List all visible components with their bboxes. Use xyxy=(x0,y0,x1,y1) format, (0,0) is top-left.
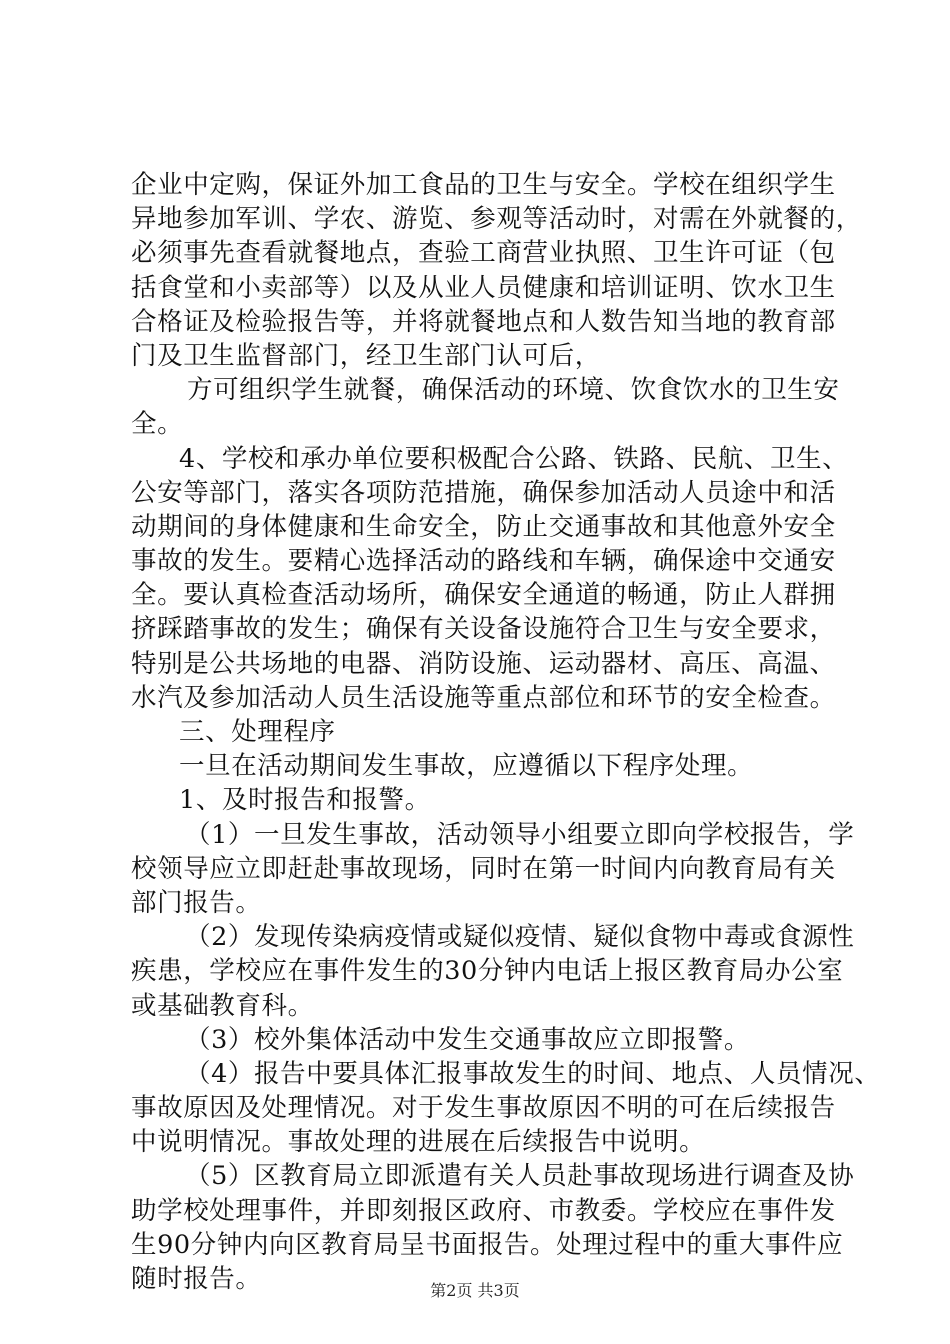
text-line: 全。要认真检查活动场所，确保安全通道的畅通，防止人群拥 xyxy=(131,580,836,611)
text-line: 括食堂和小卖部等）以及从业人员健康和培训证明、饮水卫生 xyxy=(131,272,836,303)
page-number-footer: 第2页 共3页 xyxy=(430,1281,520,1300)
text-line: 动期间的身体健康和生命安全，防止交通事故和其他意外安全 xyxy=(131,511,836,542)
text-line: 挤踩踏事故的发生；确保有关设备设施符合卫生与安全要求， xyxy=(131,614,836,645)
text-line: （2）发现传染病疫情或疑似疫情、疑似食物中毒或食源性 xyxy=(185,922,855,953)
text-line: 助学校处理事件，并即刻报区政府、市教委。学校应在事件发 xyxy=(131,1195,836,1226)
text-line: 疾患，学校应在事件发生的30分钟内电话上报区教育局办公室 xyxy=(131,956,844,987)
text-line: （5）区教育局立即派遣有关人员赴事故现场进行调查及协 xyxy=(185,1161,855,1192)
text-line: 4、学校和承办单位要积极配合公路、铁路、民航、卫生、 xyxy=(179,443,849,474)
text-line: 全。 xyxy=(131,409,184,440)
text-line: 中说明情况。事故处理的进展在后续报告中说明。 xyxy=(131,1127,706,1158)
text-line: 水汽及参加活动人员生活设施等重点部位和环节的安全检查。 xyxy=(131,682,836,713)
text-line: 异地参加军训、学农、游览、参观等活动时，对需在外就餐的， xyxy=(131,204,862,235)
subsection-heading: 1、及时报告和报警。 xyxy=(179,785,431,816)
text-line: （1）一旦发生事故，活动领导小组要立即向学校报告，学 xyxy=(185,819,855,850)
text-line: 事故原因及处理情况。对于发生事故原因不明的可在后续报告 xyxy=(131,1093,836,1124)
text-line: 必须事先查看就餐地点，查验工商营业执照、卫生许可证（包 xyxy=(131,238,836,269)
text-line: 一旦在活动期间发生事故，应遵循以下程序处理。 xyxy=(179,751,754,782)
text-line: 特别是公共场地的电器、消防设施、运动器材、高压、高温、 xyxy=(131,648,836,679)
document-body xyxy=(131,168,881,1296)
text-line: 合格证及检验报告等，并将就餐地点和人数告知当地的教育部 xyxy=(131,306,836,337)
text-line: 随时报告。 xyxy=(131,1264,262,1294)
text-line: 方可组织学生就餐，确保活动的环境、饮食饮水的卫生安 xyxy=(187,375,840,406)
text-line: （3）校外集体活动中发生交通事故应立即报警。 xyxy=(185,1024,750,1055)
text-line: 公安等部门，落实各项防范措施，确保参加活动人员途中和活 xyxy=(131,477,836,508)
text-line: 生90分钟内向区教育局呈书面报告。处理过程中的重大事件应 xyxy=(131,1229,844,1260)
text-line: 部门报告。 xyxy=(131,887,262,918)
text-line: 事故的发生。要精心选择活动的路线和车辆，确保途中交通安 xyxy=(131,546,836,577)
text-line: 门及卫生监督部门，经卫生部门认可后， xyxy=(131,340,601,371)
text-line: （4）报告中要具体汇报事故发生的时间、地点、人员情况、 xyxy=(185,1058,881,1089)
section-heading: 三、处理程序 xyxy=(179,717,336,747)
text-line: 或基础教育科。 xyxy=(131,990,314,1021)
text-line: 企业中定购，保证外加工食品的卫生与安全。学校在组织学生 xyxy=(131,170,836,200)
text-line: 校领导应立即赶赴事故现场，同时在第一时间内向教育局有关 xyxy=(131,853,836,884)
